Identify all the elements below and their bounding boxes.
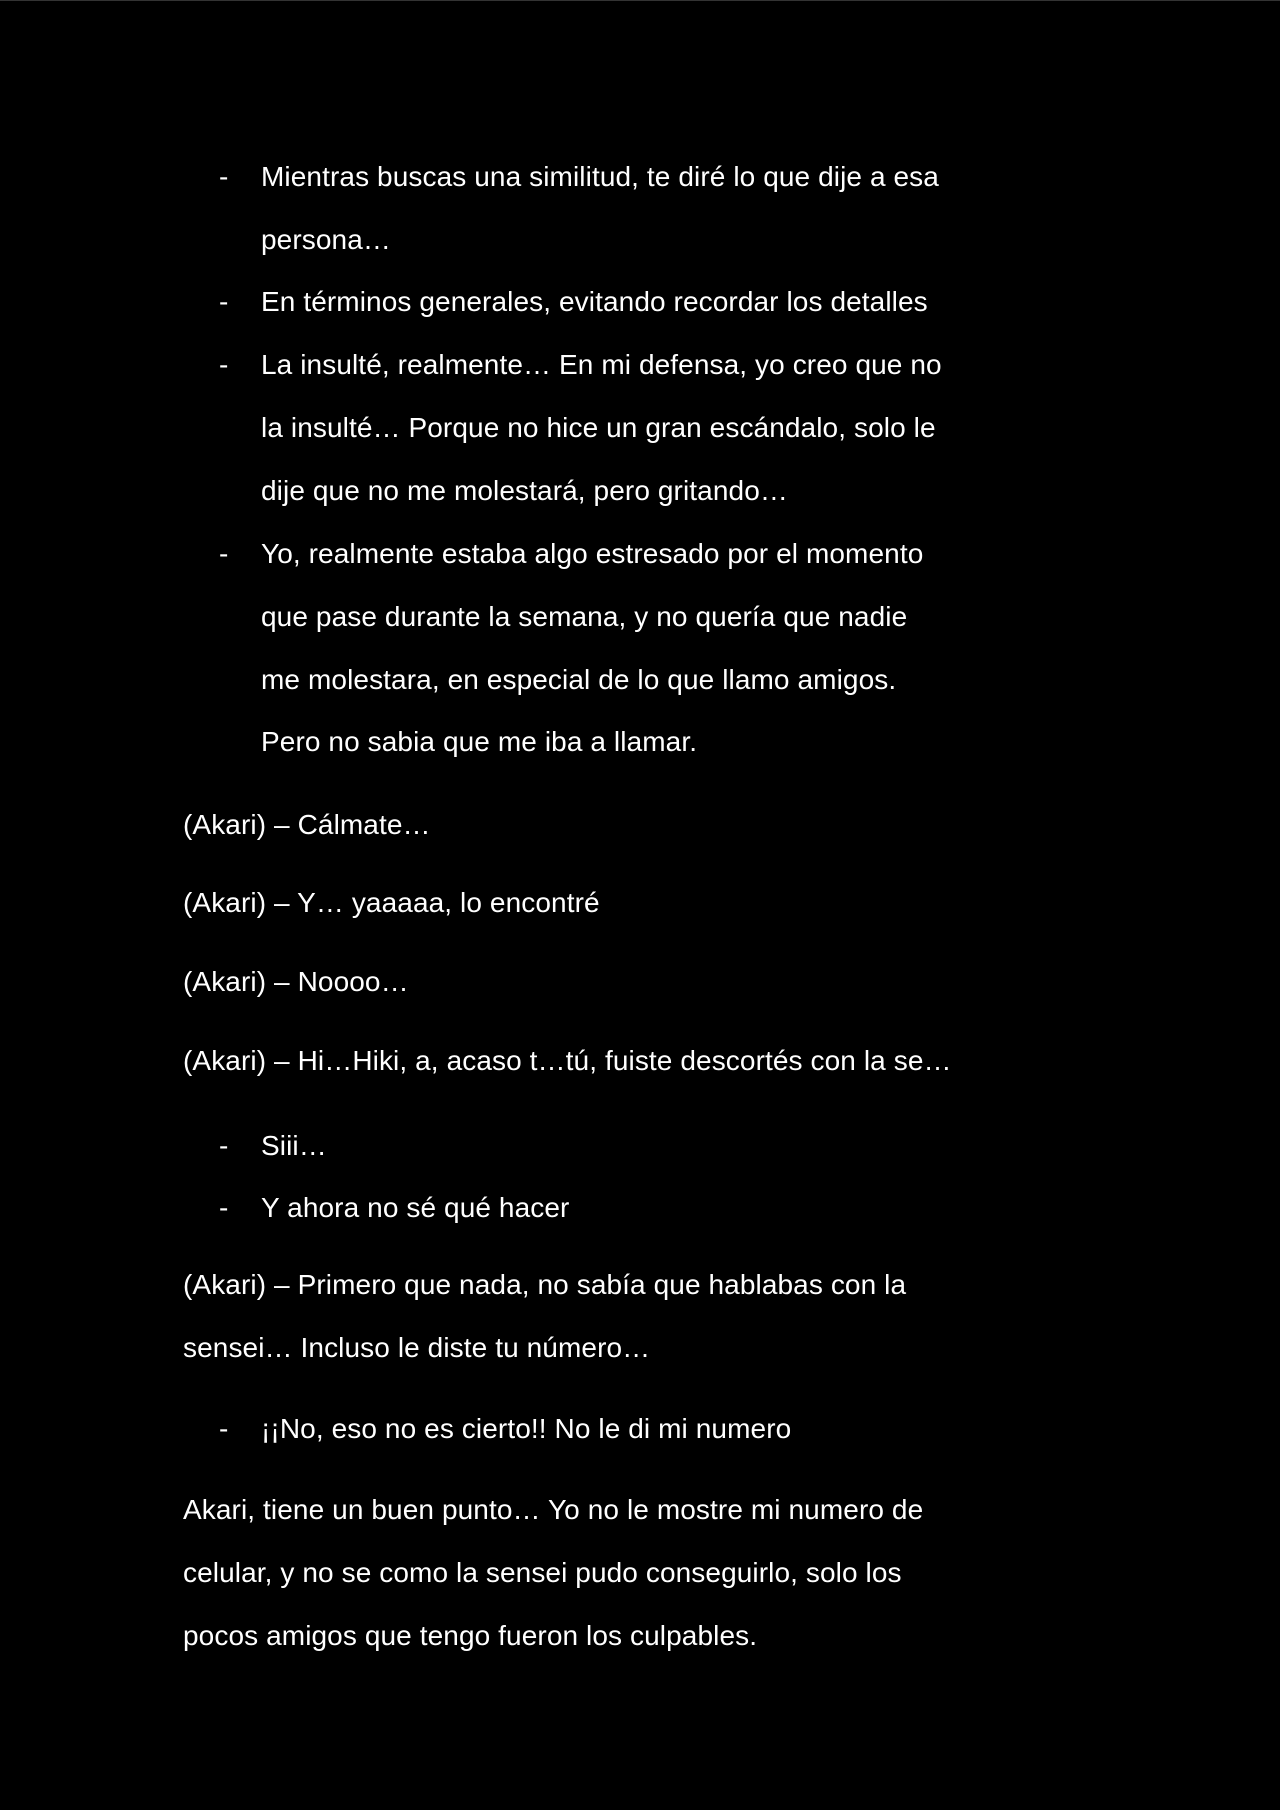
bullet-dash: - [219, 161, 229, 192]
text-line: Y ahora no sé qué hacer [261, 1192, 570, 1223]
dialogue-line: (Akari) – Noooo… [183, 966, 409, 997]
text-line: Yo, realmente estaba algo estresado por el momento [261, 538, 924, 569]
narration-line: celular, y no se como la sensei pudo conseguirlo, solo los [183, 1557, 902, 1588]
dialogue-line: (Akari) – Hi…Hiki, a, acaso t…tú, fuiste descortés con la se… [183, 1045, 952, 1076]
dialogue-line: (Akari) – Primero que nada, no sabía que hablabas con la [183, 1269, 907, 1300]
narration-line: pocos amigos que tengo fueron los culpables. [183, 1620, 758, 1651]
text-line: dije que no me molestará, pero gritando… [261, 475, 788, 506]
text-line: la insulté… Porque no hice un gran escándalo, solo le [261, 412, 936, 443]
bullet-dash: - [219, 1413, 229, 1444]
text-line: Pero no sabia que me iba a llamar. [261, 726, 698, 757]
bullet-dash: - [219, 538, 229, 569]
text-line: que pase durante la semana, y no quería que nadie [261, 601, 908, 632]
text-line: me molestara, en especial de lo que llamo amigos. [261, 664, 897, 695]
bullet-dash: - [219, 349, 229, 380]
narration-line: Akari, tiene un buen punto… Yo no le mostre mi numero de [183, 1494, 924, 1525]
bullet-dash: - [219, 1192, 229, 1223]
text-line: La insulté, realmente… En mi defensa, yo creo que no [261, 349, 942, 380]
dialogue-line: (Akari) – Y… yaaaaa, lo encontré [183, 887, 600, 918]
text-line: ¡¡No, eso no es cierto!! No le di mi numero [261, 1413, 792, 1444]
bullet-dash: - [219, 286, 229, 317]
text-line: En términos generales, evitando recordar los detalles [261, 286, 928, 317]
text-line: Mientras buscas una similitud, te diré lo que dije a esa [261, 161, 939, 192]
dialogue-line: (Akari) – Cálmate… [183, 809, 431, 840]
text-line: Siii… [261, 1130, 327, 1161]
text-line: persona… [261, 224, 391, 255]
bullet-dash: - [219, 1130, 229, 1161]
dialogue-line: sensei… Incluso le diste tu número… [183, 1332, 651, 1363]
